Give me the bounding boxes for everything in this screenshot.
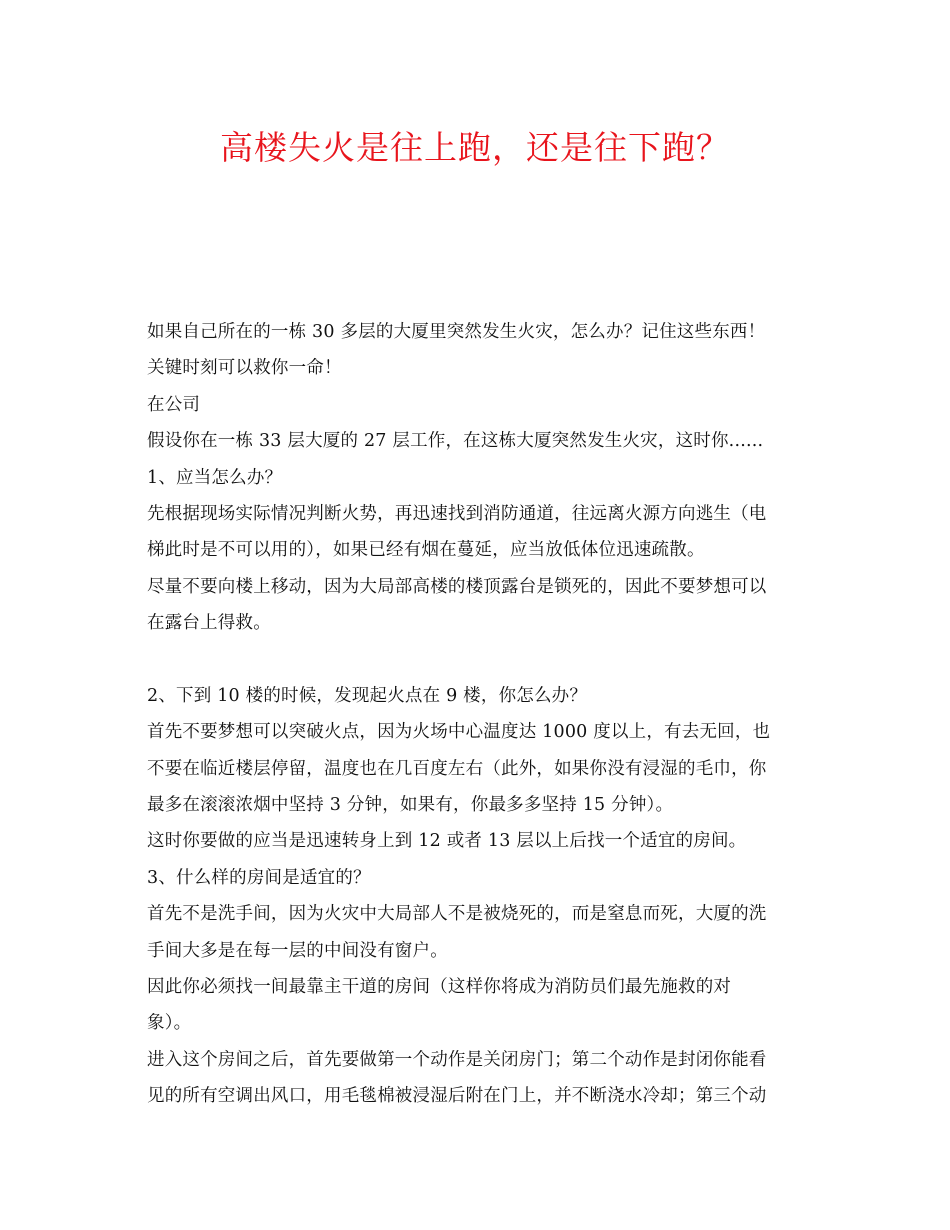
text-line: 先根据现场实际情况判断火势，再迅速找到消防通道，往远离火源方向逃生（电 xyxy=(147,503,767,524)
section-heading: 在公司 xyxy=(147,394,201,415)
blank-line xyxy=(147,642,807,678)
text-line: 这时你要做的应当是迅速转身上到 12 或者 13 层以上后找一个适宜的房间。 xyxy=(147,831,747,852)
text-line: 首先不是洗手间，因为火灾中大局部人不是被烧死的，而是窒息而死，大厦的洗 xyxy=(147,904,767,925)
text-line: 尽量不要向楼上移动，因为大局部高楼的楼顶露台是锁死的，因此不要梦想可以 xyxy=(147,576,767,597)
text-line: 在露台上得救。 xyxy=(147,613,271,634)
text-line: 如果自己所在的一栋 30 多层的大厦里突然发生火灾，怎么办？记住这些东西！ xyxy=(147,322,766,342)
text-line: 最多在滚滚浓烟中坚持 3 分钟，如果有，你最多多坚持 15 分钟）。 xyxy=(147,795,674,816)
text-line: 进入这个房间之后，首先要做第一个动作是关闭房门；第二个动作是封闭你能看 xyxy=(147,1049,767,1070)
text-line: 因此你必须找一间最靠主干道的房间（这样你将成为消防员们最先施救的对 xyxy=(147,977,732,998)
text-line: 象）。 xyxy=(147,1013,192,1034)
text-line: 不要在临近楼层停留，温度也在几百度左右（此外，如果你没有浸湿的毛巾，你 xyxy=(147,758,767,779)
document-body xyxy=(147,314,807,1115)
question-heading: 3、什么样的房间是适宜的？ xyxy=(147,867,371,888)
question-heading: 1、应当怎么办？ xyxy=(147,467,283,488)
question-heading: 2、下到 10 楼的时候，发现起火点在 9 楼，你怎么办？ xyxy=(147,685,588,706)
text-line: 见的所有空调出风口，用毛毯棉被浸湿后附在门上，并不断浇水冷却；第三个动 xyxy=(147,1086,767,1107)
document-title: 高楼失火是往上跑，还是往下跑？ xyxy=(220,128,730,167)
text-line: 假设你在一栋 33 层大厦的 27 层工作，在这栋大厦突然发生火灾，这时你...... xyxy=(147,431,764,452)
text-line: 手间大多是在每一层的中间没有窗户。 xyxy=(147,940,448,961)
text-line: 梯此时是不可以用的），如果已经有烟在蔓延，应当放低体位迅速疏散。 xyxy=(147,540,705,561)
text-line: 首先不要梦想可以突破火点，因为火场中心温度达 1000 度以上，有去无回，也 xyxy=(147,722,771,743)
text-line: 关键时刻可以救你一命！ xyxy=(147,358,342,379)
